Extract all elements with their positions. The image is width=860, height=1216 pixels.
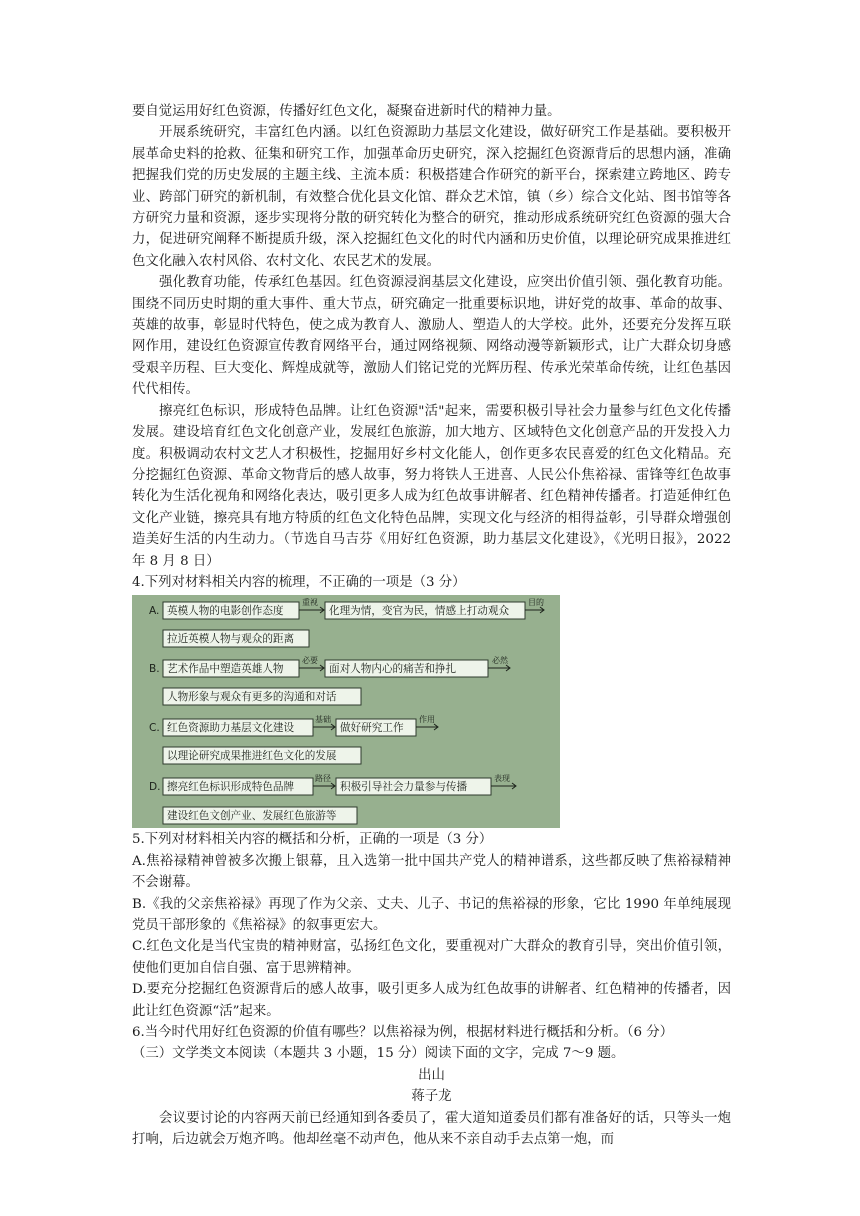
option-b-box1: 艺术作品中塑造英雄人物 — [167, 663, 284, 676]
option-a-box3: 拉近英模人物与观众的距离 — [167, 633, 295, 646]
question-6: 6.当今时代用好红色资源的价值有哪些？以焦裕禄为例，根据材料进行概括和分析。（6 分） — [132, 1025, 674, 1040]
option-d-link1: 路径 — [315, 774, 331, 784]
paragraph-research: 开展系统研究，丰富红色内涵。以红色资源助力基层文化建设，做好研究工作是基础。要积极开展革命史料的抢救、征集和研究工作，加强革命历史研究，深入挖掘红色资源背后的思想内涵，准确把握我们党的历史发展的主题主线、主流本质：积极搭建合作研究的新平台，探索建立跨地区、跨专业、跨部门研究的新机制，有效整合优化县文化馆、群众艺术馆，镇（乡）综合文化站、图书馆等各方研究力量和资源，逐步实现将分散的研究转化为整合的研究，推动形成系统研究红色资源的强大合力，促进研究阐释不断提质升级，深入挖掘红色文化的时代内涵和历史价值，以理论研究成果推进红色文化融入农村风俗、农村文化、农民艺术的发展。 — [132, 125, 731, 269]
option-d-letter: D. — [149, 781, 161, 794]
option-c-letter: C. — [149, 722, 160, 735]
question-5-stem: 5.下列对材料相关内容的概括和分析，正确的一项是（3 分） — [132, 832, 493, 848]
option-c-link1: 基础 — [315, 715, 331, 725]
option-b-link2: 必然 — [492, 656, 508, 666]
option-a-box2: 化理为情，变官为民，情感上打动观众 — [329, 605, 510, 618]
option-b-box2: 面对人物内心的痛苦和挣扎 — [329, 663, 457, 676]
option-a-link1: 重视 — [302, 598, 318, 608]
option-b-link1: 必要 — [302, 656, 318, 666]
question-5-option-b: B.《我的父亲焦裕禄》再现了作为父亲、丈夫、儿子、书记的焦裕禄的形象，它比 1990 年单纯展现党员干部形象的《焦裕禄》的叙事更宏大。 — [132, 896, 731, 933]
question-4-stem: 4.下列对材料相关内容的梳理，不正确的一项是（3 分） — [132, 574, 466, 590]
option-c-box2: 做好研究工作 — [340, 722, 404, 735]
story-paragraph: 会议要讨论的内容两天前已经通知到各委员了，霍大道知道委员们都有准备好的话，只等头一炮打响，后边就会万炮齐鸣。他却丝毫不动声色，他从来不亲自动手去点第一炮，而 — [132, 1110, 731, 1148]
story-title: 出山 — [418, 1067, 445, 1083]
question-5-option-d: D.要充分挖掘红色资源背后的感人故事，吸引更多人成为红色故事的讲解者、红色精神的传播者，因此让红色资源“活”起来。 — [132, 982, 731, 1019]
option-a-box1: 英模人物的电影创作态度 — [167, 605, 284, 618]
paragraph-brand: 擦亮红色标识，形成特色品牌。让红色资源"活"起来，需要积极引导社会力量参与红色文化传播发展。建设培育红色文化创意产业，发展红色旅游，加大地方、区域特色文化创意产品的开发投入力度。积极调动农村文艺人才积极性，挖掘用好乡村文化能人，创作更多农民喜爱的红色文化精品。充分挖掘红色资源、革命文物背后的感人故事，努力将铁人王进喜、人民公仆焦裕禄、雷锋等红色故事转化为生活化视角和网络化表达，吸引更多人成为红色故事讲解者、红色精神传播者。打造延伸红色文化产业链，擦亮具有地方特质的红色文化特色品牌，实现文化与经济的相得益彰，引导群众增强创造美好生活的内生动力。（节选自马吉芬《用好红色资源，助力基层文化建设》，《光明日报》，2022 年 8 月 8 日） — [132, 403, 731, 569]
paragraph-education: 强化教育功能，传承红色基因。红色资源浸润基层文化建设，应突出价值引领、强化教育功能。围绕不同历史时期的重大事件、重大节点，研究确定一批重要标识地，讲好党的故事、革命的故事、英雄的故事，彰显时代特色，使之成为教育人、激励人、塑造人的大学校。此外，还要充分发挥互联网作用，建设红色资源宣传教育网络平台，通过网络视频、网络动漫等新颖形式，让广大群众切身感受艰辛历程、巨大变化、辉煌成就等，激励人们铭记党的光辉历程、传承光荣革命传统，让红色基因代代相传。 — [132, 275, 731, 398]
option-b-box3: 人物形象与观众有更多的沟通和对话 — [167, 691, 337, 704]
question-5-option-c: C.红色文化是当代宝贵的精神财富，弘扬红色文化，要重视对广大群众的教育引导，突出价值引领，使他们更加自信自强、富于思辨精神。 — [132, 939, 731, 976]
question-4-figure — [132, 595, 560, 828]
document-page — [132, 101, 731, 1150]
option-a-letter: A. — [149, 605, 160, 618]
option-d-box2: 积极引导社会力量参与传播 — [340, 781, 468, 794]
option-c-box1: 红色资源助力基层文化建设 — [167, 722, 295, 735]
question-5-option-a: A.焦裕禄精神曾被多次搬上银幕，且入选第一批中国共产党人的精神谱系，这些都反映了焦裕禄精神不会谢幕。 — [132, 853, 731, 891]
option-b-letter: B. — [149, 663, 160, 676]
paragraph-1: 要自觉运用好红色资源，传播好红色文化，凝聚奋进新时代的精神力量。 — [132, 104, 561, 119]
option-c-box3: 以理论研究成果推进红色文化的发展 — [167, 750, 337, 763]
section-3-heading: （三）文学类文本阅读（本题共 3 小题，15 分）阅读下面的文字，完成 7～9 题。 — [132, 1046, 625, 1062]
option-a-link2: 目的 — [528, 598, 544, 608]
option-d-box1: 擦亮红色标识形成特色品牌 — [167, 781, 295, 794]
option-d-box3: 建设红色文创产业、发展红色旅游等 — [167, 810, 337, 823]
option-c-link2: 作用 — [419, 715, 435, 725]
option-d-link2: 表现 — [494, 774, 510, 784]
story-author: 蒋子龙 — [411, 1089, 452, 1105]
